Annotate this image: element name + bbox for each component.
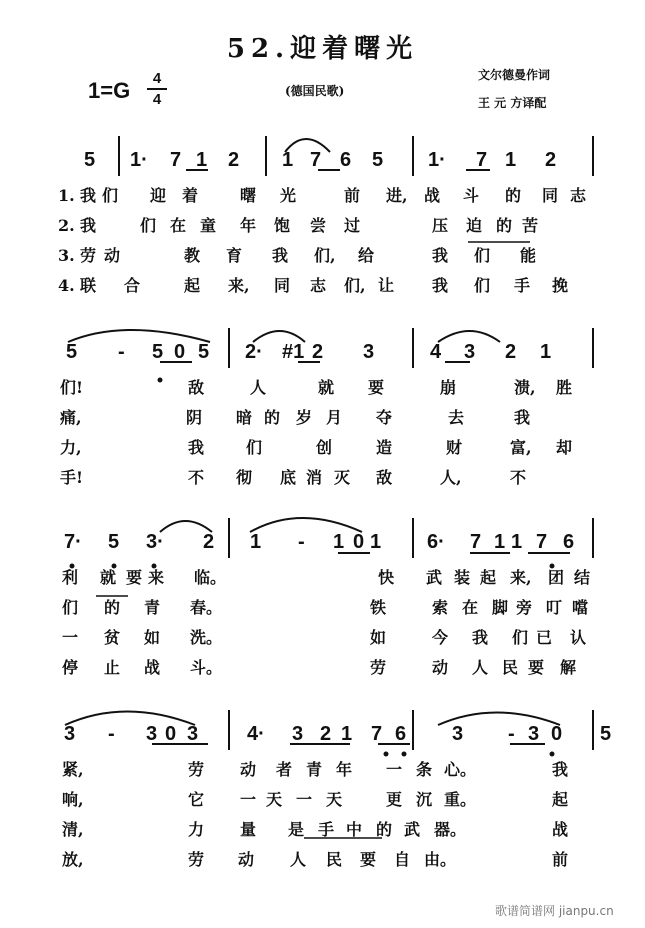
lyric-syllable: 合 (124, 276, 141, 295)
lyric-syllable: 武 (404, 820, 421, 839)
note: 2· (245, 341, 263, 363)
note: 6 (563, 531, 575, 553)
lyric-syllable: 武 (426, 568, 443, 587)
lyric-syllable: 要 (528, 658, 545, 677)
note: 3 (528, 723, 540, 745)
lyric-syllable: 人, (440, 468, 462, 487)
lyric-syllable: 前 (344, 186, 361, 205)
lyric-syllable: 叮 (546, 598, 563, 617)
lyric-syllable: 志 (570, 186, 587, 205)
lyric-syllable: 们, (314, 246, 336, 265)
note: 3 (146, 723, 158, 745)
note: - (118, 341, 125, 363)
lyric-syllable: 年 (240, 216, 257, 235)
note: 3 (363, 341, 375, 363)
lyric-syllable: 光 (280, 186, 297, 205)
note: 3 (187, 723, 199, 745)
lyric-syllable: 4. (58, 276, 75, 295)
lyric-syllable: 天 (326, 790, 343, 809)
lyric-syllable: 一 (386, 760, 403, 779)
lyric-syllable: 岁 (296, 408, 313, 427)
lyric-syllable: 3. (58, 246, 75, 265)
lyric-syllable: 尝 (310, 216, 327, 235)
lyric-syllable: 斗。 (190, 658, 223, 677)
lyric-syllable: 更 (386, 790, 403, 809)
note: 3 (452, 723, 464, 745)
note: 2 (505, 341, 517, 363)
lyric-syllable: 们! (60, 378, 84, 397)
lyric-syllable: 财 (446, 438, 463, 457)
lyric-syllable: 动 (240, 760, 257, 779)
lyric-syllable: 2. (58, 216, 75, 235)
lyric-syllable: 如 (370, 628, 387, 647)
lyric-syllable: 我 (472, 628, 489, 647)
translator-credit: 王 元 方译配 (478, 96, 547, 110)
note: 3 (64, 723, 76, 745)
lyric-syllable: 一 (62, 628, 79, 647)
lyric-syllable: 劳 (188, 850, 205, 869)
lyric-syllable: 来 (148, 568, 165, 587)
note: 7 (371, 723, 383, 745)
lyric-syllable: 联 (80, 276, 97, 295)
lyric-syllable: 条 (416, 760, 433, 779)
lyric-syllable: 挽 (552, 276, 569, 295)
lyric-syllable: 来, (510, 568, 532, 587)
note: 1 (250, 531, 262, 553)
lyric-syllable: 器。 (434, 820, 467, 839)
lyric-syllable: 是 (288, 820, 305, 839)
note: 1 (511, 531, 523, 553)
lyric-syllable: 已 (536, 628, 553, 647)
lyric-syllable: 同 (274, 276, 291, 295)
note: 0 (353, 531, 365, 553)
lyricist-credit: 文尔德曼作词 (478, 68, 551, 82)
note: 0 (174, 341, 186, 363)
lyric-syllable: 我 (432, 276, 449, 295)
lyric-syllable: 底 (280, 468, 297, 487)
lyric-syllable: 要 (368, 378, 385, 397)
note: 7 (476, 149, 488, 171)
lyric-syllable: 痛, (60, 408, 82, 427)
lyric-syllable: 在 (170, 216, 187, 235)
lyric-syllable: 教 (184, 246, 201, 265)
note: - (108, 723, 115, 745)
lyric-syllable: 动 (104, 246, 121, 265)
lyric-syllable: 造 (376, 438, 393, 457)
lyric-syllable: 战 (552, 820, 569, 839)
lyric-syllable: 进, (386, 186, 408, 205)
note: 5 (108, 531, 120, 553)
lyric-syllable: 迎 (150, 186, 167, 205)
note: 0 (551, 723, 563, 745)
lyric-syllable: 止 (104, 658, 121, 677)
lyric-syllable: 我 (80, 186, 97, 205)
lyric-syllable: 清, (62, 820, 84, 839)
lyric-syllable: 过 (344, 216, 361, 235)
note: 1 (370, 531, 382, 553)
lyric-syllable: 的 (264, 408, 281, 427)
song-origin: (德国民歌) (285, 84, 345, 98)
lyric-syllable: 战 (424, 186, 441, 205)
lyric-syllable: 来, (228, 276, 250, 295)
lyric-syllable: 们 (512, 628, 529, 647)
lyric-syllable: 年 (336, 760, 353, 779)
lyric-syllable: 苦 (522, 216, 539, 235)
lyric-syllable: 夺 (376, 408, 393, 427)
note: 6· (427, 531, 445, 553)
lyric-syllable: 脚 (492, 598, 509, 617)
song-title: 52.迎着曙光 (226, 34, 419, 64)
lyric-syllable: 们 (62, 598, 79, 617)
lyric-syllable: 装 (454, 568, 471, 587)
lyric-syllable: 临。 (194, 568, 227, 587)
lyric-syllable: 就 (100, 568, 117, 587)
lyric-syllable: 洗。 (190, 628, 223, 647)
lyric-syllable: 由。 (424, 850, 457, 869)
note: 6 (395, 723, 407, 745)
lyric-syllable: 前 (552, 850, 569, 869)
lyric-syllable: 放, (62, 850, 84, 869)
note: 7 (470, 531, 482, 553)
lyric-syllable: 力 (188, 820, 205, 839)
note: 4 (430, 341, 442, 363)
lyric-syllable: 春。 (190, 598, 223, 617)
lyric-syllable: 迫 (466, 216, 483, 235)
lyric-syllable: 力, (60, 438, 82, 457)
note: 2 (545, 149, 557, 171)
lyric-syllable: 去 (448, 408, 465, 427)
lyric-syllable: 我 (432, 246, 449, 265)
lyric-syllable: 劳 (370, 658, 387, 677)
lyric-syllable: 响, (62, 790, 84, 809)
note: 7 (310, 149, 322, 171)
lyric-syllable: 在 (462, 598, 479, 617)
lyric-syllable: 压 (432, 216, 449, 235)
lyric-syllable: 一 (296, 790, 313, 809)
lyric-syllable: 一 (240, 790, 257, 809)
note: 5 (198, 341, 210, 363)
lyric-syllable: 中 (346, 820, 363, 839)
note: 1 (341, 723, 353, 745)
note: 1· (428, 149, 446, 171)
note: - (298, 531, 305, 553)
lyric-syllable: 们 (474, 246, 491, 265)
lyric-syllable: 们 (474, 276, 491, 295)
lyric-syllable: 曙 (240, 186, 257, 205)
lyric-syllable: 着 (182, 186, 199, 205)
lyric-syllable: 认 (570, 628, 587, 647)
note: 7· (64, 531, 82, 553)
lyric-syllable: 同 (542, 186, 559, 205)
lyric-syllable: 创 (316, 438, 333, 457)
lyric-syllable: 敌 (188, 378, 205, 397)
note: #1 (282, 341, 305, 363)
lyric-syllable: 育 (226, 246, 243, 265)
note: 1· (130, 149, 148, 171)
lyric-syllable: 青 (144, 598, 161, 617)
lyric-syllable: 们 (140, 216, 157, 235)
lyric-syllable: 崩 (440, 378, 457, 397)
note: 3· (146, 531, 164, 553)
lyric-syllable: 让 (378, 276, 395, 295)
lyric-syllable: 贫 (104, 628, 121, 647)
lyric-syllable: 彻 (236, 468, 253, 487)
lyric-syllable: 溃, (514, 378, 536, 397)
lyric-syllable: 解 (560, 658, 577, 677)
lyric-syllable: 重。 (444, 790, 477, 809)
lyric-syllable: 劳 (80, 246, 97, 265)
note: 1 (333, 531, 345, 553)
note: 1 (282, 149, 294, 171)
lyric-syllable: 动 (432, 658, 449, 677)
lyric-syllable: 的 (496, 216, 513, 235)
lyric-syllable: 手 (514, 276, 531, 295)
lyric-syllable: 起 (552, 790, 569, 809)
lyric-syllable: 它 (188, 790, 205, 809)
note: 5 (600, 723, 612, 745)
lyric-syllable: 富, (510, 438, 532, 457)
lyric-syllable: 天 (266, 790, 283, 809)
lyric-syllable: 噹 (572, 598, 589, 617)
lyric-syllable: 者 (276, 760, 293, 779)
note: 2 (312, 341, 324, 363)
note: 1 (494, 531, 506, 553)
lyric-syllable: 灭 (334, 468, 351, 487)
lyric-syllable: 停 (62, 658, 79, 677)
lyric-syllable: 紧, (62, 760, 84, 779)
lyric-syllable: 们 (246, 438, 263, 457)
note: 5 (152, 341, 164, 363)
lyric-syllable: 1. (58, 186, 75, 205)
lyric-syllable: 铁 (370, 598, 387, 617)
note: 2 (228, 149, 240, 171)
lyric-syllable: 我 (188, 438, 205, 457)
note: 3 (464, 341, 476, 363)
note: 6 (340, 149, 352, 171)
time-signature-bottom: 4 (152, 91, 162, 108)
lyric-syllable: 手! (60, 468, 84, 487)
lyric-syllable: 要 (126, 568, 143, 587)
lyric-syllable: 就 (318, 378, 335, 397)
lyric-syllable: 战 (144, 658, 161, 677)
lyric-syllable: 胜 (556, 378, 573, 397)
note: 1 (196, 149, 208, 171)
lyric-syllable: 今 (432, 628, 449, 647)
note: 3 (292, 723, 304, 745)
lyric-syllable: 青 (306, 760, 323, 779)
lyric-syllable: 起 (184, 276, 201, 295)
lyric-syllable: 我 (272, 246, 289, 265)
note: 0 (165, 723, 177, 745)
lyric-syllable: 心。 (444, 760, 477, 779)
watermark: 歌谱简谱网 jianpu.cn (495, 904, 614, 918)
lyric-syllable: 人 (290, 850, 307, 869)
lyric-syllable: 人 (472, 658, 489, 677)
lyric-syllable: 的 (505, 186, 522, 205)
lyric-syllable: 如 (144, 628, 161, 647)
lyric-syllable: 给 (358, 246, 375, 265)
lyric-syllable: 我 (552, 760, 569, 779)
note: 7 (170, 149, 182, 171)
lyric-syllable: 的 (376, 820, 393, 839)
lyric-syllable: 的 (104, 598, 121, 617)
lyric-syllable: 暗 (236, 408, 253, 427)
lyric-syllable: 旁 (516, 598, 533, 617)
note: - (508, 723, 515, 745)
lyric-syllable: 敌 (376, 468, 393, 487)
lyric-syllable: 动 (238, 850, 255, 869)
note: 5 (66, 341, 78, 363)
lyric-syllable: 童 (200, 216, 217, 235)
lyric-syllable: 利 (62, 568, 79, 587)
lyric-syllable: 自 (394, 850, 411, 869)
note: 2 (320, 723, 332, 745)
lyric-syllable: 我 (514, 408, 531, 427)
lyric-syllable: 不 (510, 468, 527, 487)
lyric-syllable: 不 (188, 468, 205, 487)
time-signature-top: 4 (152, 70, 162, 87)
lyric-syllable: 却 (556, 438, 573, 457)
lyric-syllable: 起 (480, 568, 497, 587)
lyric-syllable: 消 (306, 468, 323, 487)
lyric-syllable: 结 (574, 568, 591, 587)
lyric-syllable: 快 (378, 568, 395, 587)
note: 4· (247, 723, 265, 745)
lyric-syllable: 索 (432, 598, 449, 617)
lyric-syllable: 要 (360, 850, 377, 869)
lyric-syllable: 饱 (274, 216, 291, 235)
lyric-syllable: 月 (326, 408, 343, 427)
lyric-syllable: 我 (80, 216, 97, 235)
lyric-syllable: 民 (502, 658, 519, 677)
lyric-syllable: 能 (520, 246, 537, 265)
note: 1 (505, 149, 517, 171)
lyric-syllable: 手 (318, 820, 335, 839)
lyric-syllable: 志 (310, 276, 327, 295)
lyric-syllable: 民 (326, 850, 343, 869)
note: 1 (540, 341, 552, 363)
lyric-syllable: 斗 (463, 186, 480, 205)
note: 7 (536, 531, 548, 553)
lyric-syllable: 团 (548, 568, 565, 587)
lyric-syllable: 沉 (416, 790, 433, 809)
lyric-syllable: 人 (250, 378, 267, 397)
lyric-syllable: 们 (102, 186, 119, 205)
note: 2 (203, 531, 215, 553)
lyric-syllable: 阴 (186, 408, 203, 427)
note: 5 (84, 149, 96, 171)
lyric-syllable: 量 (240, 820, 257, 839)
note: 5 (372, 149, 384, 171)
lyric-syllable: 们, (344, 276, 366, 295)
key-signature: 1=G (88, 78, 131, 103)
lyric-syllable: 劳 (188, 760, 205, 779)
